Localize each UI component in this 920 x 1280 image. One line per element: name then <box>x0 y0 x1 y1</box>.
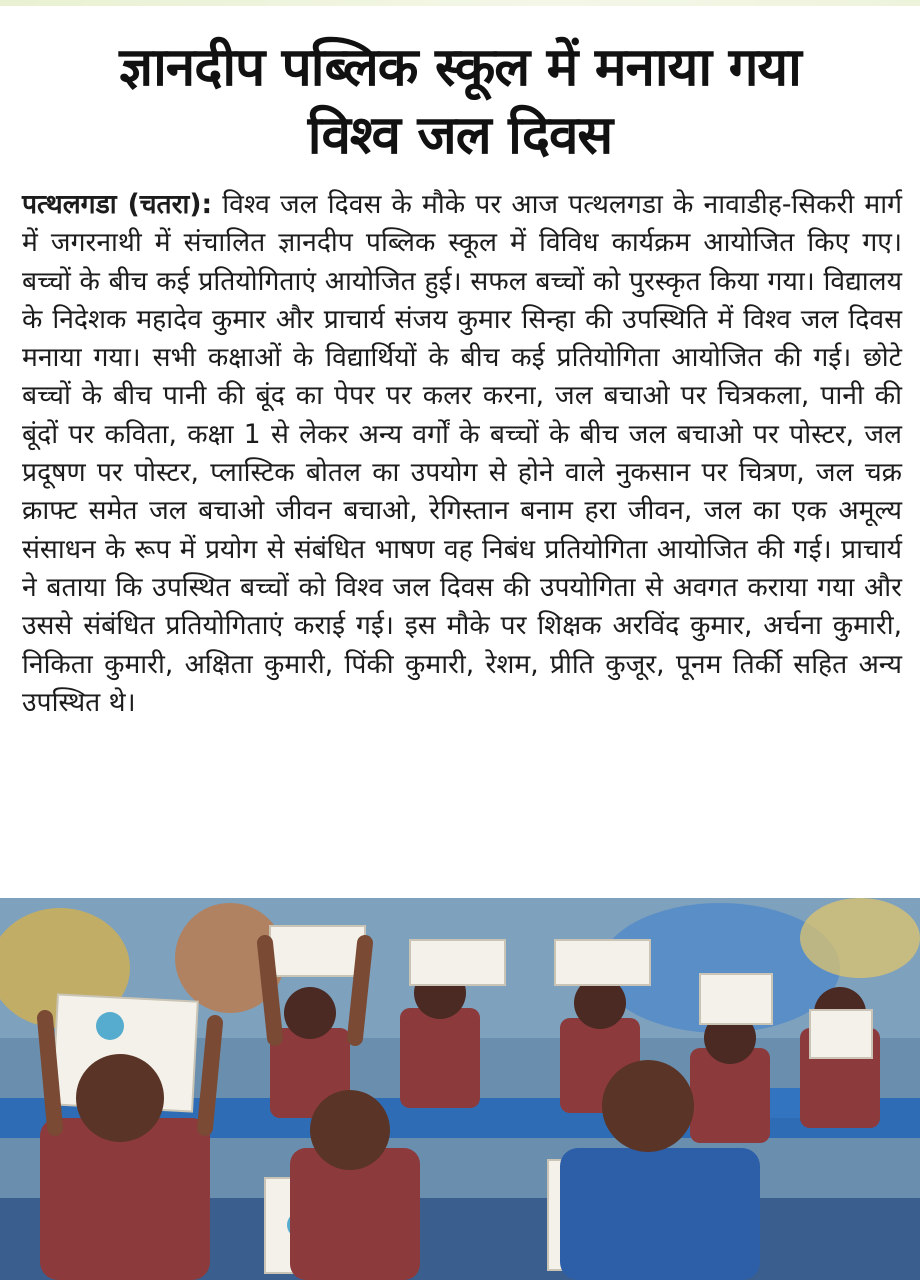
headline <box>0 34 920 170</box>
dateline: पत्थलगडा (चतरा): <box>22 189 213 220</box>
article-text: विश्व जल दिवस के मौके पर आज पत्थलगडा के नावाडीह-सिकरी मार्ग में जगरनाथी में संचालित ज्ञानदीप पब्लिक स्कूल में विविध कार्यक्रम आयोजित किए गए। बच्चों के बीच कई प्रतियोगिताएं आयोजित हुई। सफल बच्चों को पुरस्कृत किया गया। विद्यालय के निदेशक महादेव कुमार और प्राचार्य संजय कुमार सिन्हा की उपस्थिति में विश्व जल दिवस मनाया गया। सभी कक्षाओं के विद्यार्थियों के बीच कई प्रतियोगिता आयोजित की गई। छोटे बच्चों के बीच पानी की बूंद का पेपर पर कलर करना, जल बचाओ पर चित्रकला, पानी की बूंदों पर कविता, कक्षा 1 से लेकर अन्य वर्गों के बच्चों के बीच जल बचाओ पर पोस्टर, जल प्रदूषण पर पोस्टर, प्लास्टिक बोतल का उपयोग से होने वाले नुकसान पर चित्रण, जल चक्र क्राफ्ट समेत जल बचाओ जीवन बचाओ, रेगिस्तान बनाम हरा जीवन, जल का एक अमूल्य संसाधन के रूप में प्रयोग से संबंधित भाषण वह निबंध प्रतियोगिता आयोजित की गई। प्राचार्य ने बताया कि उपस्थित बच्चों को विश्व जल दिवस की उपयोगिता से अवगत कराया गया और उससे संबंधित प्रतियोगिताएं कराई गई। इस मौके पर शिक्षक अरविंद कुमार, अर्चना कुमारी, निकिता कुमारी, अक्षिता कुमारी, पिंकी कुमारी, रेशम, प्रीति कुजूर, पूनम तिर्की सहित अन्य उपस्थित थे। <box>22 189 902 718</box>
headline-line-1: ज्ञानदीप पब्लिक स्कूल में मनाया गया <box>119 37 801 98</box>
top-strip <box>0 0 920 6</box>
article-body <box>22 186 902 722</box>
news-photo <box>0 898 920 1280</box>
classroom-photo-illustration <box>0 898 920 1280</box>
headline-line-2: विश्व जल दिवस <box>307 105 613 166</box>
